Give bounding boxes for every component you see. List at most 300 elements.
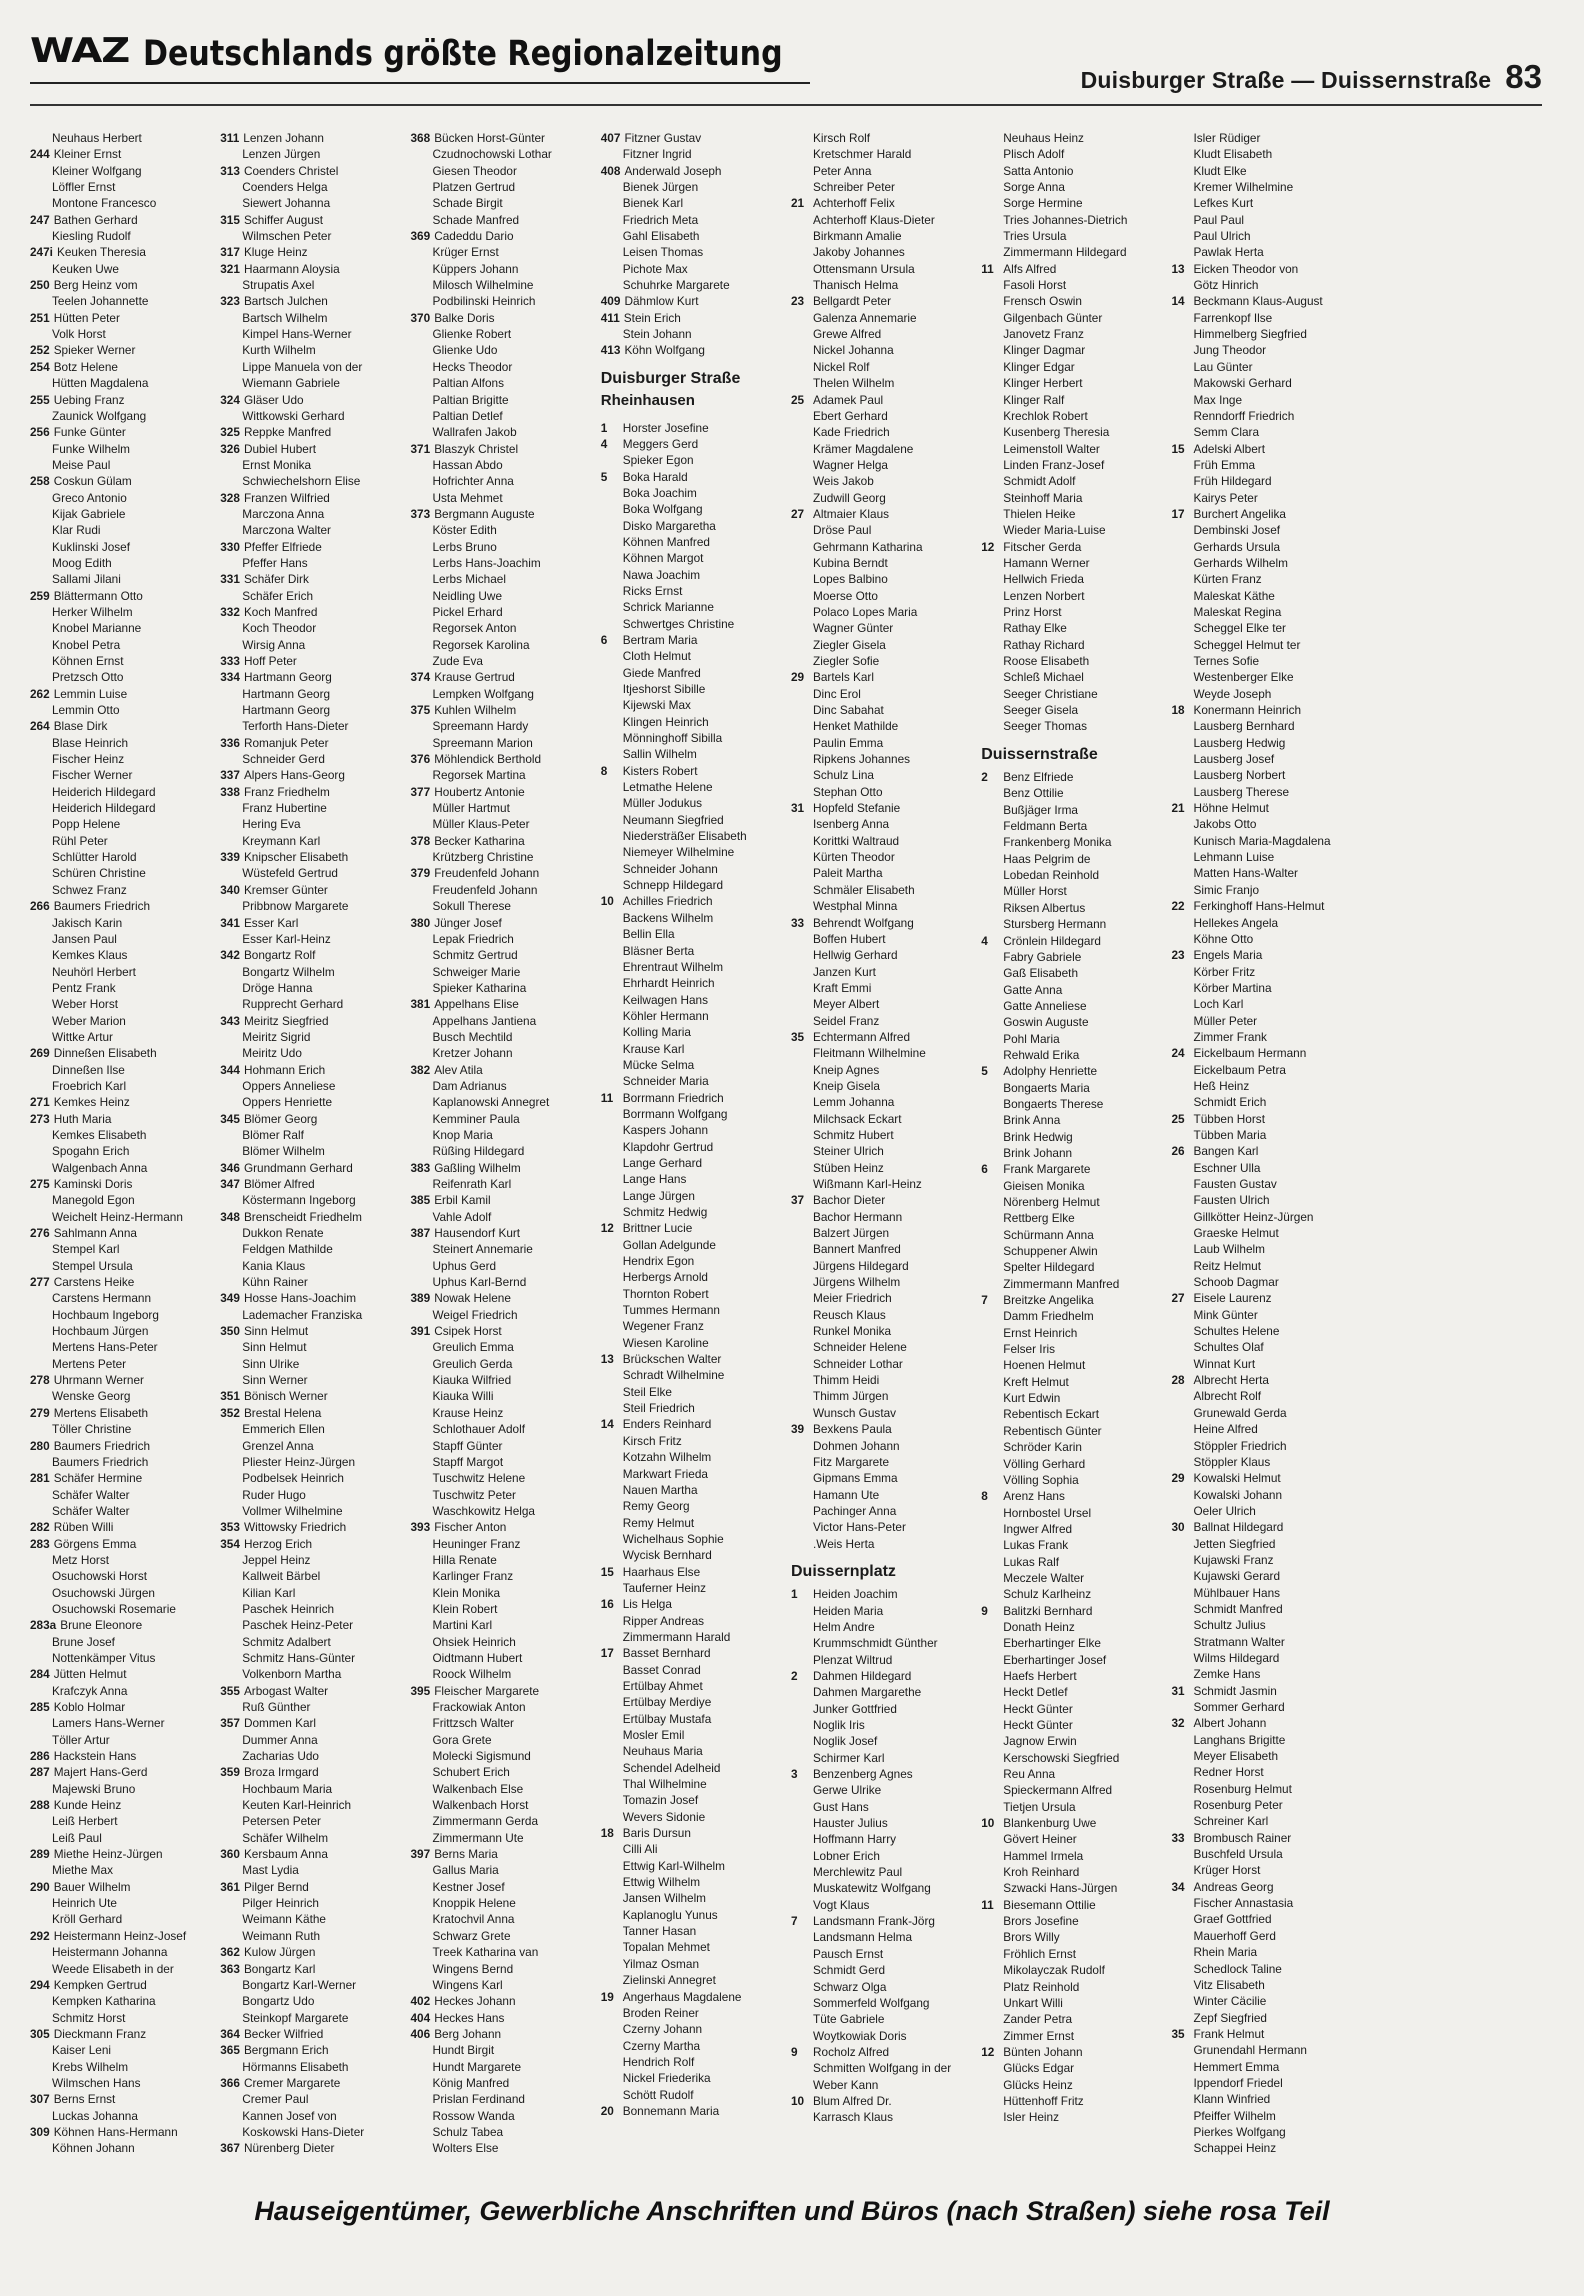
resident-name: Weichelt Heinz-Hermann (52, 1209, 183, 1224)
resident-name: Tübben Maria (1193, 1127, 1267, 1142)
house-number: 370 (410, 310, 431, 325)
resident-name: Spieker Egon (622, 453, 694, 468)
resident-name: Blättermann Otto (53, 588, 143, 603)
resident-entry (1172, 1993, 1352, 2009)
resident-name: Eberhartinger Elke (1003, 1636, 1101, 1651)
resident-name: Linden Franz-Josef (1003, 457, 1105, 472)
resident-entry (791, 424, 971, 440)
resident-name: Kerschowski Siegfried (1003, 1750, 1120, 1765)
resident-name: Kiauka Wilfried (432, 1373, 512, 1388)
resident-name: Kremser Günter (243, 882, 328, 897)
resident-name: Boka Harald (622, 469, 688, 484)
resident-name: Fleischer Margarete (434, 1683, 540, 1698)
resident-entry (1172, 669, 1352, 685)
resident-name: Remy Helmut (622, 1515, 695, 1530)
resident-name: Coskun Gülam (53, 474, 132, 489)
resident-name: Brors Josefine (1003, 1914, 1079, 1929)
resident-entry (30, 1013, 210, 1029)
resident-entry (601, 179, 781, 195)
house-number: 250 (30, 278, 50, 293)
resident-entry (981, 785, 1161, 801)
resident-entry (601, 277, 781, 293)
resident-entry (791, 1913, 971, 1929)
resident-name: Kirsch Rolf (813, 131, 871, 145)
resident-name: Spreemann Hardy (432, 719, 529, 734)
resident-name: Milchsack Eckart (813, 1111, 902, 1126)
resident-entry (601, 1008, 781, 1024)
house-number: 14 (600, 1417, 614, 1432)
resident-entry (411, 1356, 591, 1372)
house-number: 2 (981, 770, 988, 785)
resident-entry (220, 669, 400, 685)
resident-entry (791, 261, 971, 277)
resident-entry (411, 212, 591, 228)
resident-entry (411, 1993, 591, 2009)
resident-name: Knoppik Helene (432, 1896, 516, 1911)
resident-entry (791, 1880, 971, 1896)
resident-entry (220, 522, 400, 538)
resident-name: Broza Irmgard (243, 1765, 319, 1780)
house-number: 311 (220, 131, 240, 145)
resident-entry (791, 1750, 971, 1766)
resident-name: Volk Horst (52, 327, 106, 342)
resident-name: Paltian Brigitte (432, 392, 509, 407)
resident-entry (791, 1421, 971, 1437)
resident-name: Isler Rüdiger (1193, 131, 1261, 145)
resident-name: Altmaier Klaus (813, 506, 890, 521)
resident-entry (1172, 1274, 1352, 1290)
resident-name: Jütten Helmut (53, 1667, 127, 1682)
listing-column (791, 130, 971, 2157)
resident-name: Paleit Martha (813, 866, 883, 881)
resident-entry (791, 1454, 971, 1470)
resident-entry (220, 1062, 400, 1078)
resident-name: Blase Dirk (53, 719, 108, 734)
resident-entry (601, 1318, 781, 1334)
resident-name: Kraft Emmi (813, 980, 872, 995)
resident-entry (220, 849, 400, 865)
resident-entry (981, 1014, 1161, 1030)
resident-name: Meczele Walter (1003, 1570, 1085, 1585)
resident-name: Meggers Gerd (622, 436, 699, 451)
house-number: 281 (30, 1471, 50, 1486)
resident-name: Lukas Ralf (1003, 1554, 1059, 1569)
resident-entry (30, 1029, 210, 1045)
resident-entry (30, 620, 210, 636)
resident-entry (30, 1715, 210, 1731)
resident-name: Jung Theodor (1193, 343, 1267, 358)
resident-entry (411, 1911, 591, 1927)
resident-entry (981, 1178, 1161, 1194)
house-number: 277 (30, 1275, 50, 1290)
resident-entry (411, 882, 591, 898)
resident-entry (601, 420, 781, 436)
resident-name: Ebert Gerhard (813, 408, 888, 423)
resident-entry (411, 588, 591, 604)
resident-name: Schuhrke Margarete (622, 278, 730, 293)
resident-name: Bücken Horst-Günter (434, 131, 545, 145)
resident-entry (791, 947, 971, 963)
resident-entry (30, 1944, 210, 1960)
resident-entry (601, 1662, 781, 1678)
house-number: 361 (220, 1879, 240, 1894)
resident-name: Montone Francesco (52, 196, 157, 211)
resident-name: Blömer Ralf (242, 1127, 304, 1142)
resident-name: Kemkes Heinz (53, 1095, 130, 1110)
resident-entry (220, 1372, 400, 1388)
resident-name: Möhlendick Berthold (434, 752, 542, 767)
resident-name: Steil Friedrich (622, 1401, 695, 1416)
resident-name: Mast Lydia (242, 1863, 299, 1878)
resident-entry (411, 1029, 591, 1045)
resident-name: Sinn Helmut (242, 1340, 307, 1355)
resident-name: Schulz Karlheinz (1003, 1587, 1092, 1602)
resident-entry (411, 898, 591, 914)
resident-name: Dinneßen Ilse (52, 1062, 125, 1077)
resident-name: Müller Horst (1003, 884, 1067, 899)
house-number: 32 (1171, 1716, 1185, 1731)
resident-name: Korittki Waltraud (813, 833, 900, 848)
resident-name: Gaßling Wilhelm (434, 1160, 521, 1175)
resident-entry (220, 424, 400, 440)
resident-name: Schreiber Peter (813, 180, 895, 195)
resident-name: Heinrich Ute (52, 1896, 117, 1911)
resident-name: Teelen Johannette (52, 294, 149, 309)
resident-name: Engels Maria (1193, 948, 1263, 963)
resident-entry (791, 604, 971, 620)
resident-name: Hosse Hans-Joachim (243, 1291, 357, 1306)
resident-entry (1172, 1764, 1352, 1780)
resident-name: Giesen Theodor (432, 163, 517, 178)
resident-entry (791, 1815, 971, 1831)
resident-entry (601, 1367, 781, 1383)
resident-name: Zude Eva (432, 654, 483, 668)
resident-name: Hauster Julius (813, 1816, 888, 1831)
resident-name: Krüger Horst (1193, 1863, 1261, 1878)
resident-name: Westphal Minna (813, 899, 898, 914)
resident-name: Völling Sophia (1003, 1472, 1079, 1487)
resident-name: Junker Gottfried (813, 1701, 897, 1716)
house-number: 278 (30, 1373, 50, 1388)
resident-name: Wiemann Gabriele (242, 376, 340, 391)
resident-entry (791, 326, 971, 342)
resident-name: Lange Gerhard (622, 1155, 703, 1170)
resident-name: Schürmann Anna (1003, 1227, 1094, 1242)
resident-entry (1172, 1748, 1352, 1764)
resident-entry (411, 244, 591, 260)
resident-name: Graeske Helmut (1193, 1226, 1279, 1241)
resident-entry (1172, 1928, 1352, 1944)
resident-name: Nörenberg Helmut (1003, 1195, 1100, 1209)
house-number: 385 (410, 1193, 431, 1208)
resident-entry (30, 408, 210, 424)
resident-entry (220, 1258, 400, 1274)
resident-entry (981, 769, 1161, 785)
resident-entry (220, 1290, 400, 1306)
resident-name: Sinn Helmut (243, 1324, 309, 1339)
resident-name: Matten Hans-Walter (1193, 866, 1298, 881)
resident-name: Ballnat Hildegard (1193, 1520, 1284, 1535)
resident-name: Heiden Maria (813, 1603, 884, 1618)
resident-name: Lemmin Otto (52, 703, 120, 718)
resident-entry (601, 1989, 781, 2005)
resident-name: Zimmer Ernst (1003, 2028, 1075, 2043)
resident-name: Paschek Heinz-Peter (242, 1618, 354, 1633)
resident-name: Achilles Friedrich (622, 894, 713, 909)
resident-entry (601, 1090, 781, 1106)
resident-name: Tuschwitz Helene (432, 1471, 526, 1486)
resident-name: Frackowiak Anton (432, 1700, 526, 1714)
resident-name: Klann Winfried (1193, 2092, 1271, 2107)
resident-name: Meise Paul (52, 457, 111, 472)
resident-entry (30, 784, 210, 800)
resident-name: Janovetz Franz (1003, 327, 1084, 342)
resident-entry (1172, 1519, 1352, 1535)
house-number: 341 (220, 915, 240, 930)
resident-name: Schneider Maria (622, 1074, 709, 1089)
resident-entry (981, 506, 1161, 522)
resident-entry (601, 310, 781, 326)
resident-name: Lau Günter (1193, 359, 1253, 374)
resident-entry (791, 1274, 971, 1290)
resident-entry (981, 1815, 1161, 1831)
resident-name: Reppke Manfred (243, 425, 332, 440)
resident-name: Bannert Manfred (813, 1242, 901, 1257)
resident-name: Bartsch Julchen (243, 294, 328, 309)
resident-entry (1172, 637, 1352, 653)
resident-name: Hemmert Emma (1193, 2059, 1280, 2074)
resident-entry (1172, 1846, 1352, 1862)
resident-name: Bellgardt Peter (813, 294, 892, 309)
resident-name: Schreiner Karl (1193, 1814, 1269, 1829)
resident-name: Dinc Sabahat (813, 703, 884, 718)
resident-entry (30, 1846, 210, 1862)
resident-entry (220, 1111, 400, 1127)
resident-entry (30, 2108, 210, 2124)
resident-entry (30, 555, 210, 571)
resident-name: Glücks Edgar (1003, 2061, 1075, 2076)
resident-name: Lademacher Franziska (242, 1307, 363, 1322)
resident-name: Polaco Lopes Maria (813, 604, 918, 619)
resident-entry (791, 490, 971, 506)
resident-name: Noglik Iris (813, 1718, 865, 1732)
resident-entry (220, 1487, 400, 1503)
resident-name: Nottenkämper Vitus (52, 1650, 156, 1665)
resident-entry (981, 867, 1161, 883)
resident-name: Achterhoff Klaus-Dieter (813, 212, 935, 227)
resident-entry (981, 637, 1161, 653)
resident-name: Dohmen Johann (813, 1438, 900, 1453)
resident-entry (30, 1388, 210, 1404)
resident-name: Feldgen Mathilde (242, 1242, 333, 1257)
resident-name: Lange Hans (622, 1172, 687, 1187)
resident-entry (30, 1650, 210, 1666)
resident-entry (411, 637, 591, 653)
resident-entry (981, 1929, 1161, 1945)
resident-entry (1172, 604, 1352, 620)
resident-name: Wilmschen Peter (242, 229, 332, 244)
resident-name: Lerbs Bruno (432, 539, 497, 554)
resident-entry (981, 1325, 1161, 1341)
resident-entry (981, 1243, 1161, 1259)
resident-name: Görgens Emma (53, 1536, 137, 1551)
resident-entry (30, 1356, 210, 1372)
resident-name: Wittke Artur (52, 1029, 113, 1044)
resident-name: Gerwe Ulrike (813, 1783, 882, 1798)
resident-name: Markwart Frieda (622, 1466, 708, 1481)
resident-name: Kiauka Willi (432, 1389, 494, 1404)
resident-name: Hoenen Helmut (1003, 1358, 1086, 1373)
resident-entry (30, 1879, 210, 1895)
resident-name: Echtermann Alfred (813, 1029, 911, 1044)
resident-name: Cilli Ali (622, 1842, 658, 1857)
resident-entry (220, 506, 400, 522)
resident-entry (791, 784, 971, 800)
resident-name: Seeger Thomas (1003, 719, 1087, 734)
house-number: 336 (220, 735, 240, 750)
house-number: 413 (600, 343, 621, 358)
resident-name: Mauerhoff Gerd (1193, 1928, 1276, 1943)
resident-entry (981, 686, 1161, 702)
resident-name: Heckes Johann (434, 1994, 516, 2009)
resident-name: Küppers Johann (432, 261, 519, 276)
house-number: 328 (220, 490, 240, 505)
house-number: 387 (410, 1226, 431, 1241)
resident-name: Janzen Kurt (813, 964, 876, 979)
resident-name: Gieisen Monika (1003, 1178, 1085, 1193)
resident-name: Schradt Wilhelmine (622, 1368, 725, 1383)
resident-entry (601, 1743, 781, 1759)
resident-name: Schmidt Erich (1193, 1095, 1267, 1110)
house-number: 366 (220, 2075, 240, 2090)
resident-entry (601, 469, 781, 485)
resident-name: Coenders Helga (242, 180, 328, 195)
resident-name: Thanisch Helma (813, 278, 899, 293)
resident-entry (30, 359, 210, 375)
resident-name: Benz Ottilie (1003, 786, 1064, 801)
resident-entry (1172, 293, 1352, 309)
resident-name: Andreas Georg (1193, 1879, 1274, 1894)
resident-entry (411, 1438, 591, 1454)
resident-entry (1172, 2059, 1352, 2075)
resident-entry (601, 1269, 781, 1285)
resident-name: Backens Wilhelm (622, 910, 714, 925)
resident-entry (220, 1045, 400, 1061)
resident-name: Weyde Joseph (1193, 686, 1272, 701)
running-head (1081, 58, 1542, 96)
resident-name: Letmathe Helene (622, 780, 713, 795)
resident-entry (220, 784, 400, 800)
resident-name: Steinhoff Maria (1003, 490, 1083, 505)
resident-name: Ippendorf Friedel (1193, 2075, 1283, 2090)
resident-entry (411, 1470, 591, 1486)
resident-entry (601, 714, 781, 730)
resident-entry (411, 1487, 591, 1503)
resident-entry (981, 244, 1161, 260)
resident-name: Hüttenhoff Fritz (1003, 2093, 1084, 2108)
resident-entry (220, 392, 400, 408)
resident-entry (981, 2011, 1161, 2027)
resident-name: Pentz Frank (52, 980, 116, 995)
resident-entry (981, 1505, 1161, 1521)
resident-name: Lamers Hans-Werner (52, 1716, 165, 1731)
resident-entry (1172, 2108, 1352, 2124)
resident-entry (1172, 1372, 1352, 1388)
resident-name: Felser Iris (1003, 1342, 1056, 1357)
resident-name: Galenza Annemarie (813, 310, 917, 325)
house-number: 383 (410, 1160, 431, 1175)
resident-name: Erbil Kamil (434, 1193, 491, 1208)
resident-entry (981, 522, 1161, 538)
resident-name: Haarhaus Else (622, 1564, 701, 1579)
resident-name: Hamann Werner (1003, 555, 1090, 570)
resident-name: Graef Gottfried (1193, 1912, 1272, 1927)
resident-entry (411, 277, 591, 293)
resident-name: Heine Alfred (1193, 1422, 1258, 1437)
resident-name: Ferkinghoff Hans-Helmut (1193, 899, 1325, 914)
house-number: 346 (220, 1160, 240, 1175)
resident-name: Niedersträßer Elisabeth (622, 829, 747, 844)
resident-entry (220, 1421, 400, 1437)
resident-entry (220, 2026, 400, 2042)
resident-name: Wilmschen Hans (52, 2075, 141, 2090)
resident-name: Sommerfeld Wolfgang (813, 1995, 930, 2010)
resident-name: Blase Heinrich (52, 735, 129, 750)
header-rule (30, 104, 1542, 106)
resident-entry (601, 261, 781, 277)
resident-entry (981, 851, 1161, 867)
resident-name: Schade Manfred (432, 212, 520, 227)
house-number: 13 (600, 1352, 614, 1367)
resident-name: Kunde Heinz (53, 1798, 122, 1813)
resident-entry (411, 146, 591, 162)
resident-entry (601, 1792, 781, 1808)
resident-entry (220, 228, 400, 244)
resident-entry (981, 1979, 1161, 1995)
resident-name: Pilger Heinrich (242, 1896, 319, 1911)
resident-name: Broden Reiner (622, 2005, 699, 2020)
house-number: 275 (30, 1177, 50, 1191)
resident-name: Keuten Karl-Heinrich (242, 1798, 352, 1813)
house-number: 4 (600, 436, 608, 451)
resident-entry (981, 604, 1161, 620)
resident-name: Schneider Helene (813, 1340, 907, 1355)
resident-name: Koch Manfred (243, 604, 318, 619)
resident-name: Schmitten Wolfgang in der (813, 2061, 952, 2076)
resident-name: Alfs Alfred (1003, 261, 1057, 276)
resident-entry (30, 1225, 210, 1241)
resident-name: Stratmann Walter (1193, 1634, 1285, 1649)
resident-entry (1172, 457, 1352, 473)
resident-entry (220, 1552, 400, 1568)
resident-entry (411, 375, 591, 391)
house-number: 25 (791, 392, 805, 407)
resident-name: Wüstefeld Gertrud (242, 866, 338, 881)
resident-entry (601, 1400, 781, 1416)
resident-entry (791, 1094, 971, 1110)
resident-name: Weber Horst (52, 997, 118, 1012)
resident-entry (30, 1830, 210, 1846)
resident-entry (411, 1601, 591, 1617)
resident-name: Greulich Gerda (432, 1356, 513, 1371)
resident-name: Krause Gertrud (434, 670, 515, 685)
resident-name: Ettwig Wilhelm (622, 1875, 701, 1890)
resident-name: Basset Conrad (622, 1662, 701, 1677)
resident-name: Gerhards Ursula (1193, 539, 1281, 554)
resident-entry (30, 1176, 210, 1192)
resident-entry (1172, 2124, 1352, 2140)
resident-entry (1172, 326, 1352, 342)
